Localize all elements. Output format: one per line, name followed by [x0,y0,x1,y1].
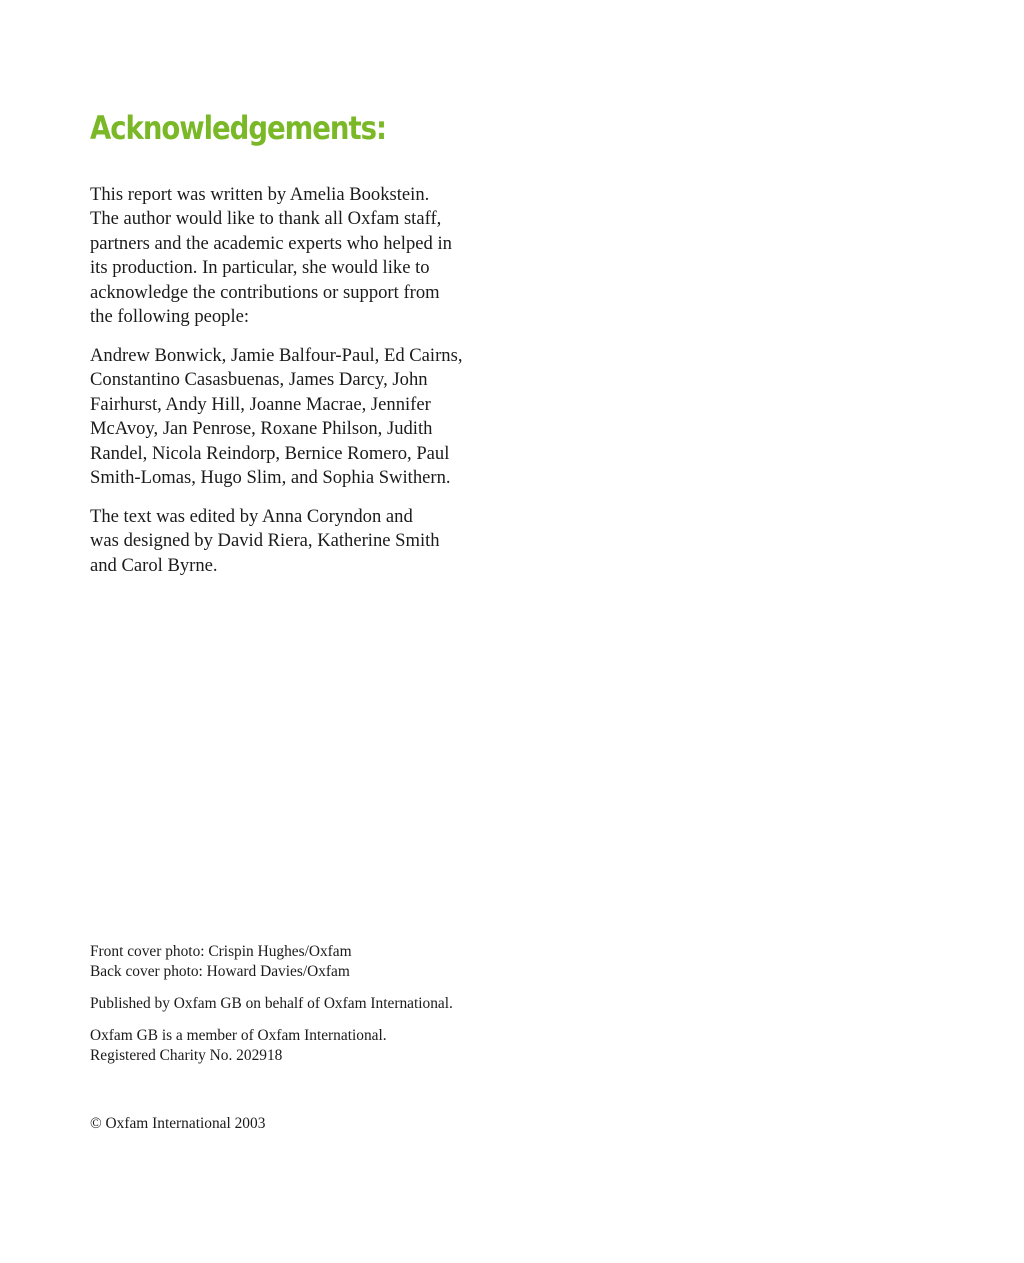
photo-credits [90,942,520,981]
publisher-note [90,994,520,1014]
text-line: and Carol Byrne. [90,554,218,576]
text-line: Andrew Bonwick, Jamie Balfour-Paul, Ed Cairns, [90,345,463,367]
people-paragraph [90,344,475,490]
page-title: Acknowledgements: [90,109,386,147]
text-line: acknowledge the contributions or support from [90,281,440,303]
text-line: The author would like to thank all Oxfam staff, [90,208,442,230]
front-cover-credit: Front cover photo: Crispin Hughes/Oxfam [90,943,352,960]
text-line: This report was written by Amelia Bookstein. [90,184,430,205]
charity-number-line: Registered Charity No. 202918 [90,1046,283,1064]
text-line: was designed by David Riera, Katherine Smith [90,530,440,552]
text-line: Constantino Casasbuenas, James Darcy, John [90,369,428,391]
membership-line: Oxfam GB is a member of Oxfam International. [90,1027,387,1045]
intro-paragraph [90,183,475,329]
text-line: the following people: [90,306,250,328]
back-cover-credit: Back cover photo: Howard Davies/Oxfam [90,962,350,980]
membership-note [90,1026,520,1065]
text-line: The text was edited by Anna Coryndon and [90,506,413,528]
editing-paragraph [90,505,475,578]
text-line: McAvoy, Jan Penrose, Roxane Philson, Judith [90,418,433,440]
publisher-line: Published by Oxfam GB on behalf of Oxfam International. [90,994,453,1012]
text-line: Smith-Lomas, Hugo Slim, and Sophia Swithern. [90,467,451,489]
text-line: Fairhurst, Andy Hill, Joanne Macrae, Jennifer [90,393,431,415]
text-line: its production. In particular, she would like to [90,257,430,279]
text-line: Randel, Nicola Reindorp, Bernice Romero, Paul [90,442,450,464]
acknowledgements-body [90,183,475,593]
imprint-block [90,942,520,1078]
text-line: partners and the academic experts who helped in [90,232,452,254]
copyright-notice: © Oxfam International 2003 [90,1115,266,1132]
